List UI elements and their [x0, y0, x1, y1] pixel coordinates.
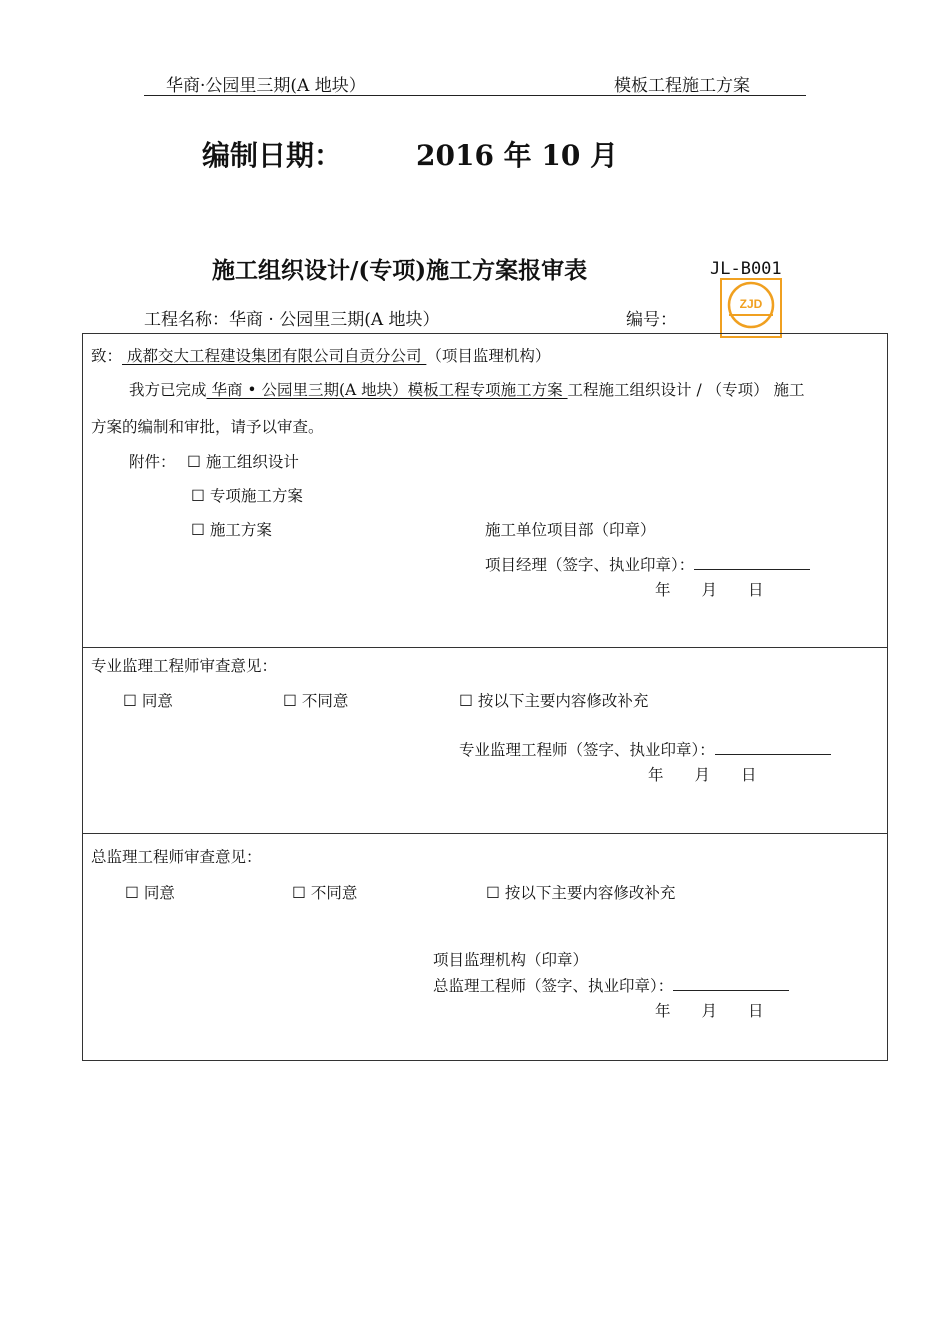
- recipient-prefix: 致：: [91, 347, 123, 365]
- recipient-org: 成都交大工程建设集团有限公司自贡分公司: [122, 347, 427, 365]
- specialist-option-disagree[interactable]: ☐ 不同意: [283, 692, 349, 710]
- manager-signature-label: 项目经理（签字、执业印章）：: [485, 556, 695, 574]
- attachment-construction-plan[interactable]: ☐ 施工方案: [191, 521, 272, 539]
- number-field-label: 编号：: [626, 310, 677, 330]
- form-title: 施工组织设计/(专项)施工方案报审表: [212, 257, 588, 284]
- submission-date: 年 月 日: [655, 581, 764, 599]
- chief-signature-blank[interactable]: [673, 976, 789, 991]
- statement-line-2: 方案的编制和审批，请予以审查。: [91, 418, 324, 436]
- statement-suffix: 工程施工组织设计 / （专项） 施工: [567, 381, 805, 399]
- manager-signature-line: [485, 553, 810, 575]
- contractor-seal-label: 施工单位项目部（印章）: [485, 521, 656, 539]
- svg-text:ZJD: ZJD: [739, 297, 763, 311]
- chief-review-title: 总监理工程师审查意见：: [91, 848, 262, 866]
- header-rule: [144, 95, 806, 96]
- zjd-stamp-logo: [720, 278, 782, 338]
- header-project-name: 华商·公园里三期(A 地块）: [166, 76, 366, 96]
- specialist-signature-blank[interactable]: [715, 740, 831, 755]
- chief-option-disagree[interactable]: ☐ 不同意: [292, 884, 358, 902]
- specialist-signature-label: 专业监理工程师（签字、执业印章）：: [459, 741, 715, 759]
- section-submission: [82, 333, 888, 648]
- section-chief-review: [82, 833, 888, 1061]
- date-value: 2016 年 10 月: [416, 139, 619, 172]
- specialist-review-title: 专业监理工程师审查意见：: [91, 657, 278, 675]
- specialist-signature-line: [459, 738, 831, 760]
- section-specialist-review: [82, 647, 888, 834]
- attachment-label: 附件：: [129, 453, 176, 471]
- specialist-option-revise[interactable]: ☐ 按以下主要内容修改补充: [459, 692, 649, 710]
- statement-project: 华商 • 公园里三期(A 地块）模板工程专项施工方案: [206, 381, 568, 399]
- date-label: 编制日期：: [202, 139, 343, 172]
- header-document-title: 模板工程施工方案: [614, 76, 750, 96]
- project-name-field: 工程名称：华商 · 公园里三期(A 地块）: [144, 310, 440, 330]
- chief-review-date: 年 月 日: [655, 1002, 764, 1020]
- chief-signature-label: 总监理工程师（签字、执业印章）：: [433, 977, 674, 995]
- supervision-org-seal-label: 项目监理机构（印章）: [433, 951, 589, 969]
- form-code: JL-B001: [710, 259, 782, 279]
- chief-option-revise[interactable]: ☐ 按以下主要内容修改补充: [486, 884, 676, 902]
- specialist-review-date: 年 月 日: [648, 766, 757, 784]
- statement-line-1: [129, 378, 805, 400]
- statement-prefix: 我方已完成: [129, 381, 207, 399]
- recipient-line: [91, 344, 550, 366]
- attachment-construction-design[interactable]: ☐ 施工组织设计: [187, 453, 299, 471]
- specialist-option-agree[interactable]: ☐ 同意: [123, 692, 173, 710]
- attachment-special-plan[interactable]: ☐ 专项施工方案: [191, 487, 303, 505]
- manager-signature-blank[interactable]: [694, 555, 810, 570]
- recipient-suffix: （项目监理机构）: [426, 347, 551, 365]
- chief-option-agree[interactable]: ☐ 同意: [125, 884, 175, 902]
- chief-signature-line: [433, 974, 789, 996]
